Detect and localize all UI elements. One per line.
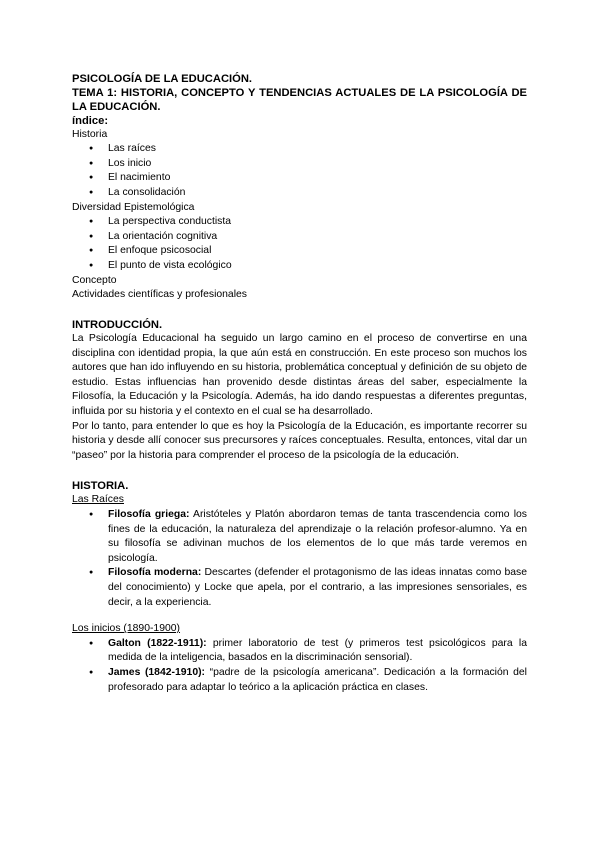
list-item xyxy=(72,666,527,695)
item-bold: Galton (1822-1911): xyxy=(108,637,207,649)
intro-paragraph-1: La Psicología Educacional ha seguido un largo camino en el proceso de convertirse en una disciplina con identidad propia, la que aún está en construcción. En este proceso son muchos los autores que han ido influyendo en su historia, problemática conceptual y definición de su objeto de estudio. Estas influencias han provenido desde distintas áreas del saber, especialmente la Filosofía, la Educación y la Psicología. Además, ha ido dando respuestas a diferentes preguntas, influida por su historia y el contexto en el cual se ha desarrollado. xyxy=(72,332,527,417)
item-text: Aristóteles y Platón abordaron temas de tanta trascendencia como los fines de la educación, la naturaleza del aprendizaje o la relación profesor-alumno. Ya en su filosofía se adivinan muchos de los elementos de lo que más tarde veremos en psicología. xyxy=(108,509,527,564)
item-bold: Filosofía moderna: xyxy=(108,567,202,579)
index-historia-list xyxy=(72,142,527,200)
index-diversidad: Diversidad Epistemológica xyxy=(72,201,195,213)
list-item: ● El enfoque psicosocial xyxy=(72,244,527,259)
index-historia: Historia xyxy=(72,128,108,140)
raices-list xyxy=(72,508,527,610)
item-text: “padre de la psicología americana”. Dedicación a la formación del profesorado para adaptar lo teórico a la aplicación práctica en clases. xyxy=(108,667,527,693)
item-text: primer laboratorio de test (y primeros test psicológicos para la medida de la inteligencia, basados en la discriminación sensorial). xyxy=(108,637,527,664)
intro-paragraph-2: Por lo tanto, para entender lo que es hoy la Psicología de la Educación, es importante recorrer su historia y desde allí conocer sus precursores y raíces conceptuales. Resulta, entonces, vital dar un “paseo” por la historia para comprender el proceso de la psicología de la educación. xyxy=(72,420,527,461)
tema-title: TEMA 1: HISTORIA, CONCEPTO Y TENDENCIAS ACTUALES DE LA PSICOLOGÍA DE LA EDUCACIÓN. xyxy=(72,87,527,114)
list-item: ● La consolidación xyxy=(72,186,527,201)
index-actividades: Actividades científicas y profesionales xyxy=(72,289,247,301)
list-item: ● El punto de vista ecológico xyxy=(72,259,527,274)
index-heading: índice: xyxy=(72,114,109,127)
intro-heading: INTRODUCCIÓN. xyxy=(72,318,163,331)
list-item: ● El nacimiento xyxy=(72,171,527,186)
list-item xyxy=(72,508,527,566)
inicios-list xyxy=(72,637,527,695)
list-item: ● Las raíces xyxy=(72,142,527,157)
list-item: ● La orientación cognitiva xyxy=(72,230,527,245)
historia-heading: HISTORIA. xyxy=(72,480,129,493)
index-diversidad-list xyxy=(72,215,527,273)
item-text: Descartes (defender el protagonismo de las ideas innatas como base del conocimiento) y Locke que apela, por el contrario, a las impresiones sensoriales, es decir, a la experiencia. xyxy=(108,567,527,608)
raices-heading: Las Raíces xyxy=(72,494,124,506)
item-bold: Filosofía griega: xyxy=(108,509,190,521)
list-item: ● La perspectiva conductista xyxy=(72,215,527,230)
index-concepto: Concepto xyxy=(72,274,117,286)
list-item: ● Los inicio xyxy=(72,157,527,172)
list-item xyxy=(72,637,527,666)
item-bold: James (1842-1910): xyxy=(108,667,206,679)
document-page xyxy=(72,72,527,695)
document-title: PSICOLOGÍA DE LA EDUCACIÓN. xyxy=(72,73,253,85)
list-item xyxy=(72,566,527,610)
inicios-heading: Los inicios (1890-1900) xyxy=(72,623,181,635)
